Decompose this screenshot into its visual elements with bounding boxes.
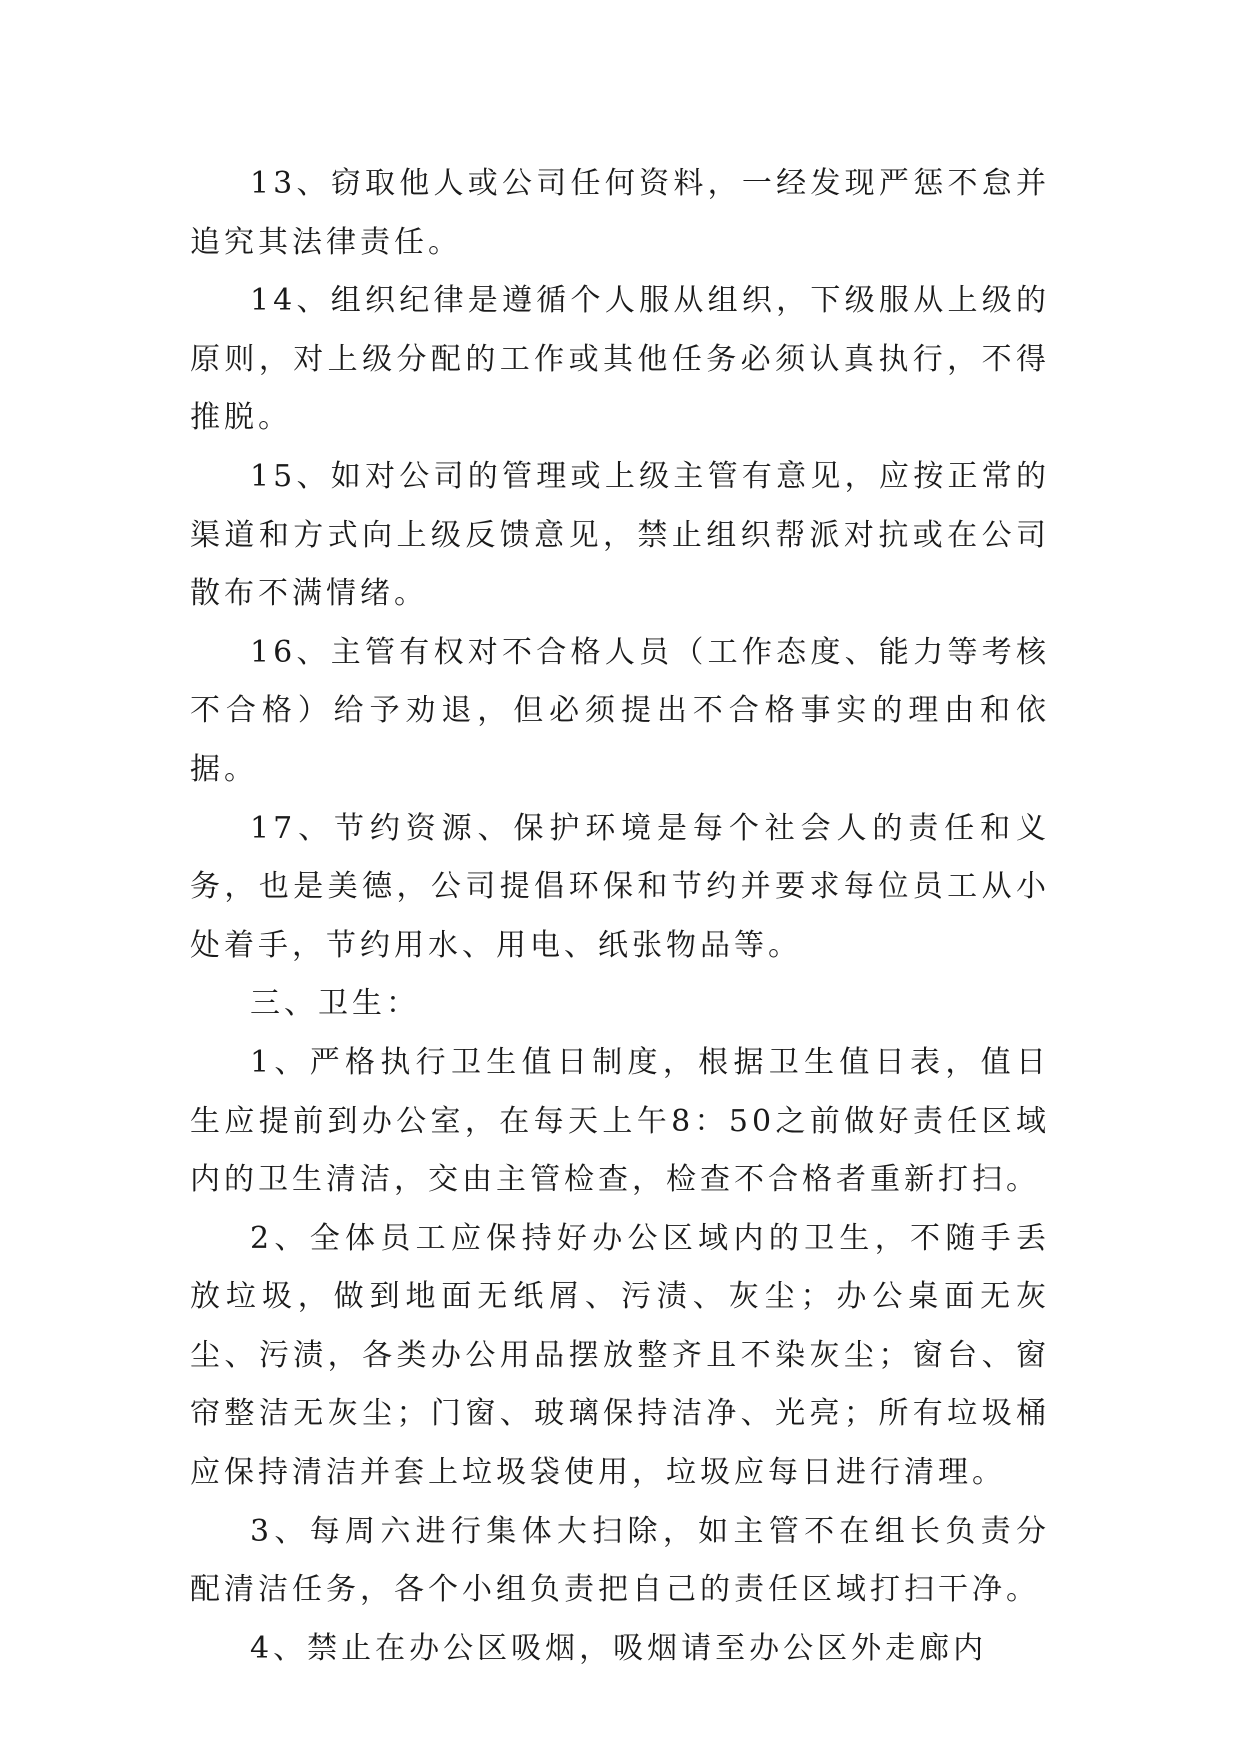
paragraph-14: 14、组织纪律是遵循个人服从组织，下级服从上级的原则，对上级分配的工作或其他任务必须认真执行，不得推脱。 <box>190 283 1050 436</box>
paragraph-13: 13、窃取他人或公司任何资料，一经发现严惩不怠并追究其法律责任。 <box>190 166 1050 260</box>
paragraph-hygiene-4: 4、禁止在办公区吸烟，吸烟请至办公区外走廊内 <box>250 1630 988 1666</box>
paragraph-hygiene-3: 3、每周六进行集体大扫除，如主管不在组长负责分配清洁任务，各个小组负责把自己的责任区域打扫干净。 <box>190 1513 1050 1608</box>
paragraph-16: 16、主管有权对不合格人员（工作态度、能力等考核不合格）给予劝退，但必须提出不合格事实的理由和依据。 <box>190 634 1050 787</box>
document-body <box>190 155 1050 1678</box>
paragraph-17: 17、节约资源、保护环境是每个社会人的责任和义务，也是美德，公司提倡环保和节约并要求每位员工从小处着手，节约用水、用电、纸张物品等。 <box>190 810 1050 963</box>
paragraph-hygiene-2: 2、全体员工应保持好办公区域内的卫生，不随手丢放垃圾，做到地面无纸屑、污渍、灰尘；办公桌面无灰尘、污渍，各类办公用品摆放整齐且不染灰尘；窗台、窗帘整洁无灰尘；门窗、玻璃保持洁净、光亮；所有垃圾桶应保持清洁并套上垃圾袋使用，垃圾应每日进行清理。 <box>190 1220 1050 1491</box>
paragraph-15: 15、如对公司的管理或上级主管有意见，应按正常的渠道和方式向上级反馈意见，禁止组织帮派对抗或在公司散布不满情绪。 <box>190 458 1050 612</box>
paragraph-hygiene-1: 1、严格执行卫生值日制度，根据卫生值日表，值日生应提前到办公室，在每天上午8：50之前做好责任区域内的卫生清洁，交由主管检查，检查不合格者重新打扫。 <box>190 1044 1050 1198</box>
section-heading-hygiene: 三、卫生： <box>250 986 420 1022</box>
